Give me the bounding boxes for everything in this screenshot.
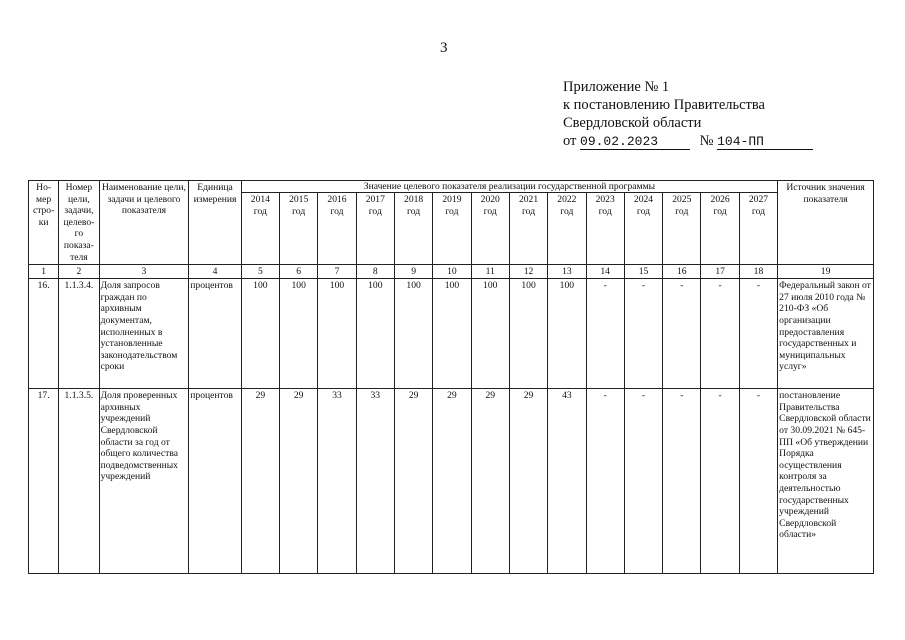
header-year-13: [739, 193, 777, 265]
column-number-cell: 11: [471, 265, 509, 279]
header-year-value: 2023: [595, 194, 615, 205]
header-year-value: 2020: [480, 194, 500, 205]
value-cell: 29: [471, 389, 509, 574]
date-label: от: [563, 133, 577, 149]
header-year-suffix: год: [368, 205, 382, 217]
value-cell: -: [739, 389, 777, 574]
header-year-value: 2014: [250, 194, 270, 205]
column-number-cell: 7: [318, 265, 356, 279]
column-number-cell: 2: [59, 265, 99, 279]
indicator-code-cell: 1.1.3.4.: [59, 279, 99, 389]
row-number-cell: 16.: [29, 279, 59, 389]
value-cell: 100: [548, 279, 586, 389]
header-year-1: [280, 193, 318, 265]
header-goal-no: Номер цели, задачи, целево-го показа-теля: [59, 181, 99, 265]
appendix-resolution: к постановлению Правительства: [563, 97, 765, 113]
header-year-suffix: год: [292, 205, 306, 217]
indicator-name-cell: Доля запросов граждан по архивным документам, исполненных в установленные законодательством сроки: [99, 279, 189, 389]
header-year-suffix: год: [636, 205, 651, 217]
row-number-cell: 17.: [29, 389, 59, 574]
value-cell: 29: [509, 389, 547, 574]
header-year-value: 2017: [365, 194, 385, 205]
header-year-8: [548, 193, 586, 265]
appendix-title: Приложение № 1: [563, 79, 670, 95]
indicator-name-cell: Доля проверенных архивных учреждений Свердловской области за год от общего количества подведомственных учреждений: [99, 389, 189, 574]
column-number-cell: 8: [356, 265, 394, 279]
column-number-cell: 14: [586, 265, 624, 279]
value-cell: 29: [433, 389, 471, 574]
value-cell: -: [701, 279, 739, 389]
column-number-cell: 16: [663, 265, 701, 279]
header-year-suffix: год: [330, 205, 344, 217]
header-year-suffix: год: [675, 205, 689, 217]
header-year-value: 2027: [748, 194, 769, 205]
unit-cell: процентов: [189, 279, 241, 389]
indicators-table: [28, 180, 874, 574]
header-year-6: [471, 193, 509, 265]
column-number-cell: 13: [548, 265, 586, 279]
header-year-value: 2019: [442, 194, 462, 205]
header-values-group: Значение целевого показателя реализации государственной программы: [241, 181, 777, 193]
unit-cell: процентов: [189, 389, 241, 574]
column-number-cell: 12: [509, 265, 547, 279]
header-year-value: 2025: [672, 194, 692, 205]
value-cell: -: [586, 389, 624, 574]
header-year-12: [701, 193, 739, 265]
header-year-suffix: год: [407, 205, 421, 217]
header-year-suffix: год: [598, 205, 612, 217]
value-cell: -: [624, 279, 662, 389]
header-year-value: 2021: [518, 194, 539, 205]
header-year-value: 2015: [289, 194, 309, 205]
value-cell: -: [663, 279, 701, 389]
header-year-3: [356, 193, 394, 265]
header-year-10: [624, 193, 662, 265]
value-cell: -: [624, 389, 662, 574]
header-year-11: [663, 193, 701, 265]
resolution-number: 104-ПП: [717, 135, 813, 150]
indicator-code-cell: 1.1.3.5.: [59, 389, 99, 574]
column-number-cell: 3: [99, 265, 189, 279]
appendix-date-line: [563, 132, 813, 150]
header-year-suffix: год: [751, 205, 766, 217]
header-year-value: 2024: [633, 194, 654, 205]
value-cell: 100: [471, 279, 509, 389]
header-year-suffix: год: [445, 205, 459, 217]
header-year-suffix: год: [253, 205, 267, 217]
value-cell: 100: [241, 279, 279, 389]
header-year-suffix: год: [560, 205, 574, 217]
header-row-no: Но-мер стро-ки: [29, 181, 59, 265]
header-year-9: [586, 193, 624, 265]
table-row: [29, 279, 874, 389]
value-cell: 29: [394, 389, 432, 574]
value-cell: 100: [318, 279, 356, 389]
value-cell: 33: [318, 389, 356, 574]
header-year-value: 2016: [327, 194, 347, 205]
column-number-cell: 6: [280, 265, 318, 279]
column-number-cell: 19: [778, 265, 874, 279]
header-row-1: [29, 181, 874, 193]
header-year-suffix: год: [483, 205, 497, 217]
value-cell: 43: [548, 389, 586, 574]
appendix-block: [563, 78, 813, 150]
column-number-cell: 10: [433, 265, 471, 279]
value-cell: -: [586, 279, 624, 389]
table-row: [29, 389, 874, 574]
column-number-cell: 9: [394, 265, 432, 279]
column-number-cell: 4: [189, 265, 241, 279]
value-cell: 100: [356, 279, 394, 389]
value-cell: 100: [509, 279, 547, 389]
resolution-date: 09.02.2023: [580, 135, 690, 150]
source-cell: постановление Правительства Свердловской области от 30.09.2021 № 645-ПП «Об утверждении Порядка осуществления контроля за деятельностью государственных учреждений Свердловской области»: [778, 389, 874, 574]
value-cell: 29: [280, 389, 318, 574]
column-number-cell: 1: [29, 265, 59, 279]
header-unit: Единица измерения: [189, 181, 241, 265]
value-cell: 100: [433, 279, 471, 389]
number-label: №: [699, 133, 714, 149]
header-name: Наименование цели, задачи и целевого показателя: [99, 181, 189, 265]
value-cell: 100: [280, 279, 318, 389]
value-cell: -: [663, 389, 701, 574]
header-year-value: 2022: [557, 194, 577, 205]
header-year-suffix: год: [521, 205, 536, 217]
header-source: Источник значения показателя: [778, 181, 874, 265]
column-number-cell: 17: [701, 265, 739, 279]
header-year-suffix: год: [713, 205, 727, 217]
header-year-value: 2026: [710, 194, 730, 205]
header-year-value: 2018: [404, 194, 424, 205]
value-cell: 100: [394, 279, 432, 389]
header-year-2: [318, 193, 356, 265]
appendix-region: Свердловской области: [563, 115, 702, 131]
value-cell: -: [701, 389, 739, 574]
value-cell: 29: [241, 389, 279, 574]
source-cell: Федеральный закон от 27 июля 2010 года № 210-ФЗ «Об организации предоставления государственных и муниципальных услуг»: [778, 279, 874, 389]
page-number: 3: [440, 40, 448, 56]
column-number-cell: 15: [624, 265, 662, 279]
column-number-cell: 5: [241, 265, 279, 279]
column-number-cell: 18: [739, 265, 777, 279]
value-cell: -: [739, 279, 777, 389]
header-year-5: [433, 193, 471, 265]
value-cell: 33: [356, 389, 394, 574]
header-year-0: [241, 193, 279, 265]
column-numbers-row: [29, 265, 874, 279]
header-year-7: [509, 193, 547, 265]
header-year-4: [394, 193, 432, 265]
